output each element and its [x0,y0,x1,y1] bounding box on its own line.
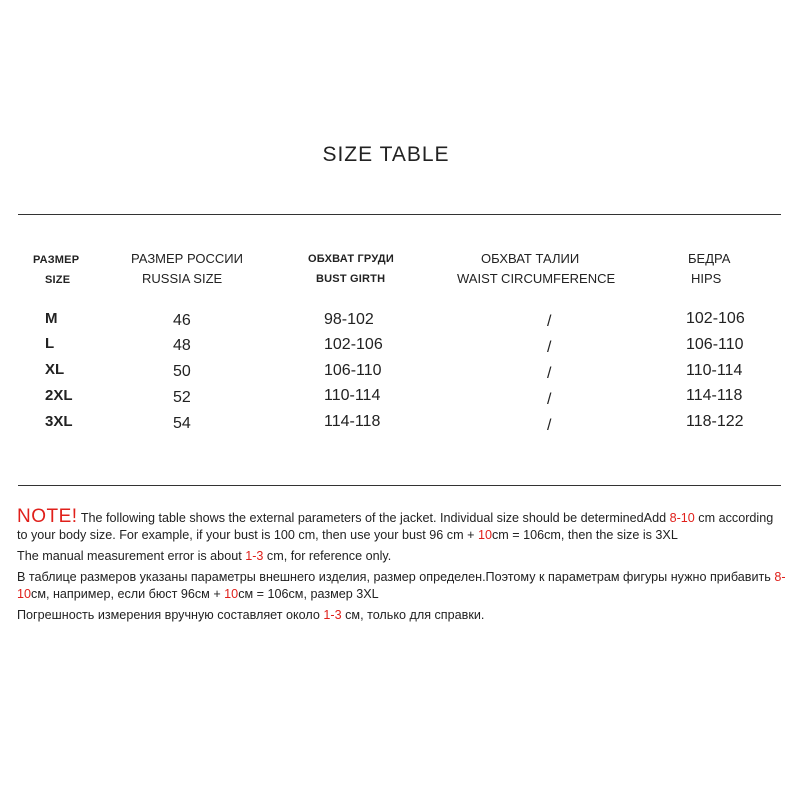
note-ru-error-b: см, только для справки. [341,608,485,622]
header-russia-ru: РАЗМЕР РОССИИ [131,251,243,266]
row-1-hips: 102-106 [686,310,745,327]
note-ru-error-a: Погрешность измерения вручную составляет около [17,608,324,622]
note-en-text-c: cm = 106cm, then the size is 3XL [491,528,678,542]
row-1-russia: 46 [173,312,191,329]
row-4-waist: / [547,391,552,408]
row-5-waist: / [547,417,552,434]
page-title: SIZE TABLE [322,143,450,166]
header-size [33,250,79,290]
row-1-bust: 98-102 [324,311,374,328]
row-5-size: 3XL [45,413,73,430]
note-ru-red-2: 10 [224,587,239,601]
header-waist-en: WAIST CIRCUMFERENCE [457,271,616,286]
note-en-error [17,548,787,565]
header-russia-en: RUSSIA SIZE [142,271,223,286]
note-en-text-b: cm according to your body size. For example, if your bust is 100 cm, then use your bust 96 cm + [17,511,774,542]
note-ru-paragraph [17,569,787,603]
row-2-bust: 102-106 [324,336,383,353]
row-4-russia: 52 [173,389,191,406]
row-2-hips: 106-110 [686,336,744,353]
header-size-en: SIZE [45,274,71,286]
header-waist [457,249,615,289]
note-ru-red-1: 8-10 [17,570,786,601]
header-hips [688,249,730,289]
header-hips-en: HIPS [691,271,722,286]
note-en-paragraph [17,508,787,544]
row-3-bust: 106-110 [324,362,382,379]
row-2-russia: 48 [173,337,191,354]
header-hips-ru: БЕДРА [688,251,731,266]
notes-section [17,508,787,624]
note-ru-text-c: см = 106см, размер 3XL [238,587,379,601]
row-3-waist: / [547,365,552,382]
bottom-divider [18,485,781,486]
header-waist-ru: ОБХВАТ ТАЛИИ [481,251,580,266]
row-3-hips: 110-114 [686,362,743,379]
row-5-bust: 114-118 [324,413,381,430]
row-3-size: XL [45,361,65,378]
row-4-size: 2XL [45,387,73,404]
row-5-russia: 54 [173,415,191,432]
row-4-hips: 114-118 [686,387,743,404]
top-divider [18,214,781,215]
header-bust-en: BUST GIRTH [316,273,386,285]
header-bust [308,249,394,289]
header-russia [131,249,243,289]
note-en-text-a: The following table shows the external parameters of the jacket. Individual size should be determinedAdd [77,511,670,525]
row-4-bust: 110-114 [324,387,381,404]
row-1-waist: / [547,313,552,330]
row-5-hips: 118-122 [686,413,744,430]
row-3-russia: 50 [173,363,191,380]
note-en-error-a: The manual measurement error is about [17,549,246,563]
note-ru-text-b: см, например, если бюст 96см + [31,587,225,601]
note-label: NOTE! [17,506,78,527]
note-en-red-2: 10 [477,528,492,542]
note-en-error-red: 1-3 [245,549,264,563]
note-en-error-b: cm, for reference only. [263,549,392,563]
row-2-waist: / [547,339,552,356]
note-ru-error-red: 1-3 [323,608,342,622]
header-bust-ru: ОБХВАТ ГРУДИ [308,253,394,265]
header-size-ru: РАЗМЕР [33,254,80,266]
row-1-size: M [45,310,58,327]
note-en-red-1: 8-10 [669,511,695,525]
note-ru-text-a: В таблице размеров указаны параметры внешнего изделия, размер определен.Поэтому к параметрам фигуры нужно прибавить [17,570,775,584]
row-2-size: L [45,335,55,352]
note-ru-error [17,607,787,624]
